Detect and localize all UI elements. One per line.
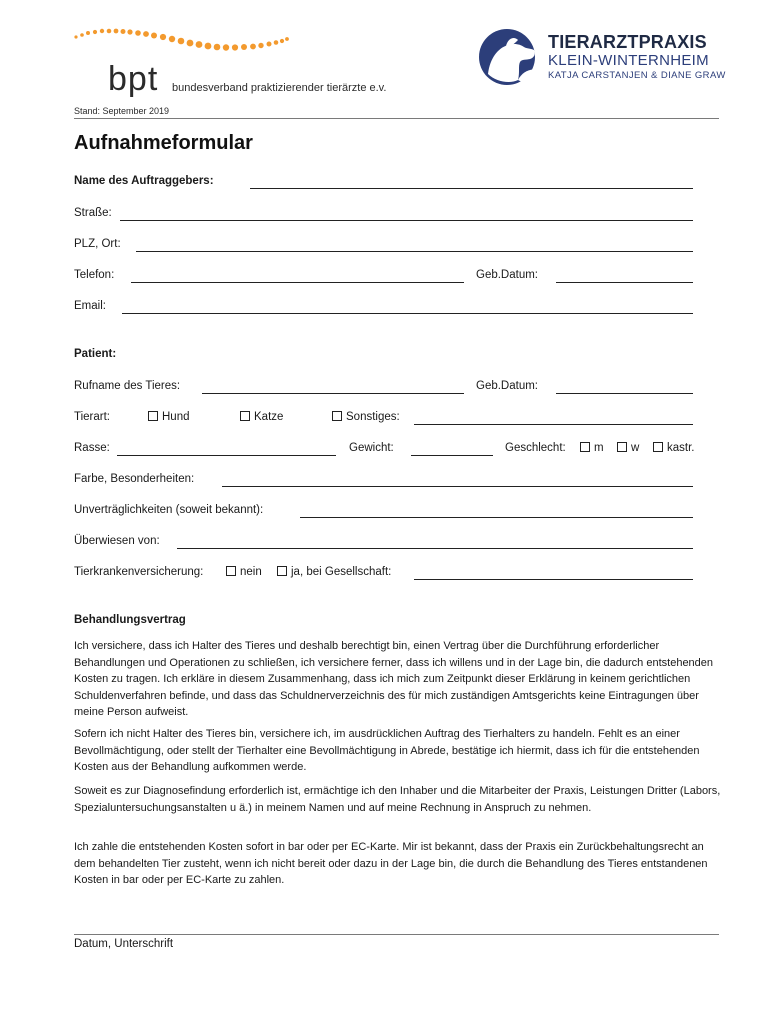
- gewicht-field[interactable]: [411, 455, 493, 456]
- gebdatum-tier-label: Geb.Datum:: [476, 380, 538, 392]
- checkbox-ja[interactable]: [277, 566, 287, 576]
- email-label: Email:: [74, 300, 106, 312]
- vertrag-heading: Behandlungsvertrag: [74, 614, 186, 626]
- versicherung-ja-option[interactable]: ja, bei Gesellschaft:: [277, 566, 391, 578]
- farbe-field[interactable]: [222, 486, 693, 487]
- tierart-hund-option[interactable]: Hund: [148, 411, 190, 423]
- praxis-title: TIERARZTPRAXIS: [548, 32, 707, 52]
- tierart-sonstiges-option[interactable]: Sonstiges:: [332, 411, 400, 423]
- gebdatum-tier-field[interactable]: [556, 393, 693, 394]
- geschlecht-m-option[interactable]: m: [580, 442, 604, 454]
- rufname-field[interactable]: [202, 393, 464, 394]
- signature-line[interactable]: [74, 934, 719, 935]
- bpt-wordmark: bpt: [108, 60, 159, 98]
- strasse-label: Straße:: [74, 207, 112, 219]
- checkbox-m[interactable]: [580, 442, 590, 452]
- ueberwiesen-field[interactable]: [177, 548, 693, 549]
- praxis-vets: KATJA CARSTANJEN & DIANE GRAW: [548, 70, 726, 81]
- vertrag-paragraph-2: Sofern ich nicht Halter des Tieres bin, versichere ich, im ausdrücklichen Auftrag des Tierhalters zu handeln. Fehlt es an einer Bevollmächtigung, oder stellt der Tierhalter eine Bevollmächtigung in Abrede, bestätige ich hiermit, dass ich für die entstehenden Kosten aus der Behandlung aufkommen werde.: [74, 728, 700, 773]
- tierart-label: Tierart:: [74, 411, 110, 423]
- rasse-field[interactable]: [117, 455, 336, 456]
- checkbox-w[interactable]: [617, 442, 627, 452]
- rufname-label: Rufname des Tieres:: [74, 380, 181, 392]
- gewicht-label: Gewicht:: [349, 442, 394, 454]
- email-field[interactable]: [122, 313, 693, 314]
- gesellschaft-field[interactable]: [414, 579, 693, 580]
- vertrag-paragraph-1: Ich versichere, dass ich Halter des Tieres und deshalb berechtigt bin, einen Vertrag über die Durchführung erforderlicher Behandlungen und Operationen zu schließen, ich versichere ferner, dass ich willens und in der Lage bin, die dadurch entstehenden Kosten zu tragen. Ich erkläre in diesem Zusammenhang, dass ich mich zum Zeitpunkt dieser Erklärung in keinem gerichtlichen Schuldenverfahren befinde, und dass das Schuldnerverzeichnis des für mich zuständigen Amtsgerichts keine Eintragungen über meine Person aufweist.: [74, 640, 714, 718]
- checkbox-nein[interactable]: [226, 566, 236, 576]
- stand-date: Stand: September 2019: [74, 106, 170, 116]
- versicherung-label: Tierkrankenversicherung:: [74, 566, 204, 578]
- unvertraeglichkeiten-label: Unverträglichkeiten (soweit bekannt):: [74, 504, 264, 516]
- strasse-field[interactable]: [120, 220, 693, 221]
- gebdatum-field[interactable]: [556, 282, 693, 283]
- farbe-label: Farbe, Besonderheiten:: [74, 473, 195, 485]
- gebdatum-label: Geb.Datum:: [476, 269, 538, 281]
- auftraggeber-field[interactable]: [250, 188, 693, 189]
- geschlecht-label: Geschlecht:: [505, 442, 566, 454]
- plz-field[interactable]: [136, 251, 693, 252]
- telefon-field[interactable]: [131, 282, 464, 283]
- tierart-katze-option[interactable]: Katze: [240, 411, 283, 423]
- auftraggeber-label: Name des Auftraggebers:: [74, 175, 214, 187]
- patient-heading: Patient:: [74, 348, 117, 360]
- vertrag-paragraph-4: Ich zahle die entstehenden Kosten sofort in bar oder per EC-Karte. Mir ist bekannt, dass der Praxis ein Zurückbehaltungsrecht an dem behandelten Tier zusteht, wenn ich nicht bereit oder dazu in der Lage bin, die durch die Behandlung des Tieres entstandenen Kosten in bar oder per EC-Karte zu zahlen.: [74, 841, 708, 886]
- versicherung-nein-option[interactable]: nein: [226, 566, 262, 578]
- praxis-animal-logo-icon: [478, 28, 540, 86]
- header-divider: [74, 118, 719, 119]
- page-title: Aufnahmeformular: [74, 132, 253, 154]
- bpt-full-name: bundesverband praktizierender tierärzte e.v.: [172, 82, 387, 94]
- checkbox-sonstiges[interactable]: [332, 411, 342, 421]
- telefon-label: Telefon:: [74, 269, 115, 281]
- unvertraeglichkeiten-field[interactable]: [300, 517, 693, 518]
- checkbox-katze[interactable]: [240, 411, 250, 421]
- vertrag-paragraph-3: Soweit es zur Diagnosefindung erforderlich ist, ermächtige ich den Inhaber und die Mitarbeiter der Praxis, Leistungen Dritter (Labors, Spezialuntersuchungsanstalten u ä.) in meinem Namen und auf meine Rechnung in Anspruch zu nehmen.: [74, 785, 721, 814]
- sonstiges-field[interactable]: [414, 424, 693, 425]
- praxis-location: KLEIN-WINTERNHEIM: [548, 52, 709, 69]
- geschlecht-w-option[interactable]: w: [617, 442, 639, 454]
- signature-label: Datum, Unterschrift: [74, 938, 174, 950]
- checkbox-hund[interactable]: [148, 411, 158, 421]
- geschlecht-kastr-option[interactable]: kastr.: [653, 442, 694, 454]
- plz-label: PLZ, Ort:: [74, 238, 121, 250]
- ueberwiesen-label: Überwiesen von:: [74, 535, 160, 547]
- rasse-label: Rasse:: [74, 442, 110, 454]
- checkbox-kastr[interactable]: [653, 442, 663, 452]
